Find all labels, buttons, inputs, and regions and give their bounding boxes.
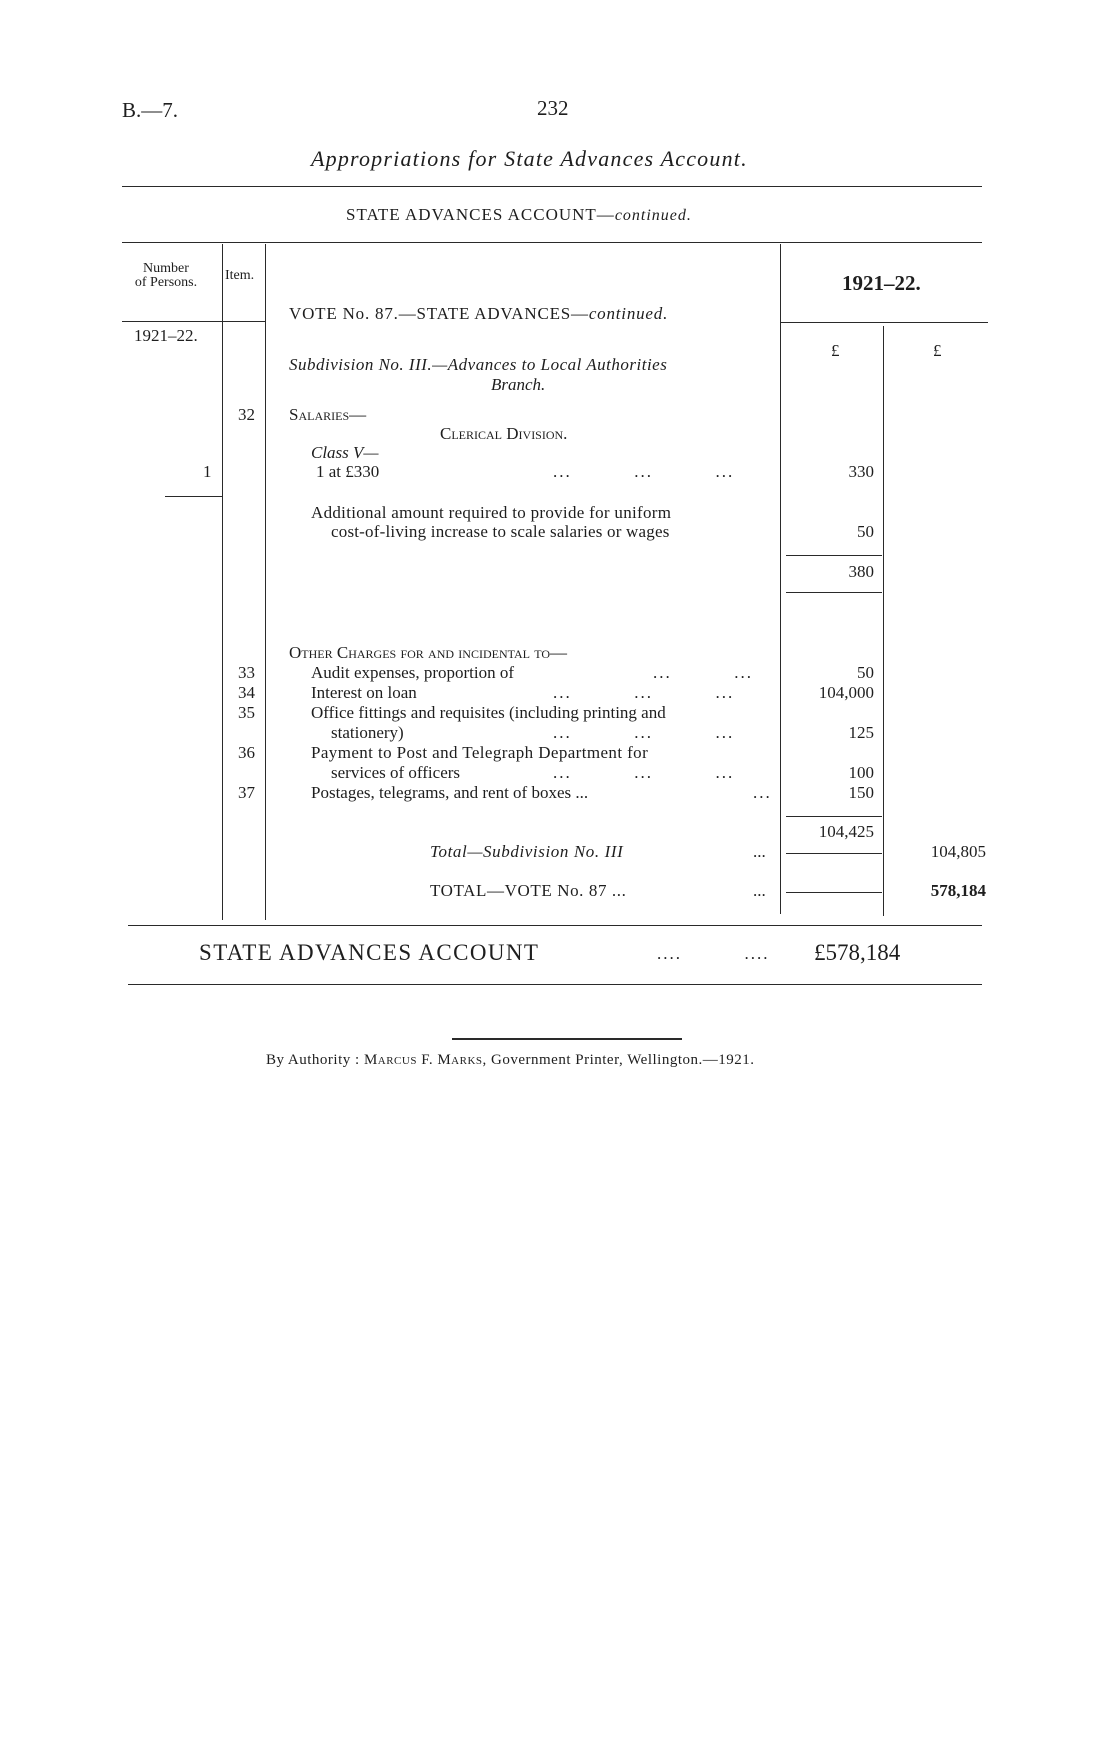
table-top-rule	[122, 242, 982, 243]
subdivision-title-line1: Subdivision No. III.—Advances to Local Authorities	[289, 355, 668, 374]
total-vote-label: TOTAL—VOTE No. 87 ...	[430, 881, 627, 900]
subdivision-title-line2: Branch.	[491, 375, 546, 394]
other-charges-subtotal-rule	[786, 816, 882, 817]
header-rule-year	[780, 322, 988, 323]
charge-post-telegraph-leader: ... ... ...	[553, 763, 735, 782]
title-rule	[122, 186, 982, 187]
col-divider-description	[780, 244, 781, 914]
charge-postages-amount: 150	[848, 783, 874, 802]
header-persons-l2: of Persons.	[134, 275, 198, 290]
item-number-36: 36	[238, 743, 255, 762]
charge-postages: Postages, telegrams, and rent of boxes ...	[311, 783, 589, 802]
header-persons-l1: Number	[143, 261, 189, 276]
item-number-34: 34	[238, 683, 255, 702]
header-item: Item.	[225, 268, 255, 283]
item-number-37: 37	[238, 783, 255, 802]
persons-count: 1	[203, 462, 212, 481]
clerical-division-heading: Clerical Division.	[440, 424, 568, 443]
other-charges-heading: Other Charges for and incidental to—	[289, 643, 568, 662]
item-number-35: 35	[238, 703, 255, 722]
class-v-label: Class V—	[311, 443, 379, 462]
total-subdivision-rule-left	[786, 853, 882, 854]
total-subdivision-leader: ...	[753, 842, 766, 861]
charge-office-fittings: Office fittings and requisites (including printing and	[311, 703, 666, 722]
charge-audit-amount: 50	[857, 663, 874, 682]
charge-audit-expenses: Audit expenses, proportion of	[311, 663, 515, 682]
salary-line-text: 1 at £330	[316, 462, 380, 481]
salaries-subtotal: 380	[848, 562, 874, 581]
printer-credit-suffix: Government Printer, Wellington.—1921.	[491, 1052, 755, 1068]
section-heading-continued: continued.	[614, 207, 692, 224]
printer-credit-prefix: By Authority :	[266, 1052, 360, 1068]
charge-office-fittings-leader: ... ... ...	[553, 723, 735, 742]
currency-symbol-2: £	[933, 341, 942, 360]
charge-office-fittings-amount: 125	[848, 723, 874, 742]
salary-line-amount: 330	[848, 462, 874, 481]
account-total-label: STATE ADVANCES ACCOUNT	[199, 940, 540, 965]
total-subdivision-label: Total—Subdivision No. III	[430, 842, 624, 861]
currency-symbol-1: £	[831, 341, 840, 360]
header-year: 1921–22.	[842, 271, 921, 295]
col-divider-amounts	[883, 326, 884, 916]
col-divider-item	[265, 244, 266, 920]
vote-title-continued: continued.	[588, 304, 669, 323]
total-subdivision-amount: 104,805	[930, 842, 986, 861]
charge-interest-amount: 104,000	[818, 683, 874, 702]
charge-postages-leader: ...	[753, 783, 772, 802]
section-heading	[346, 205, 692, 225]
page-title: Appropriations for State Advances Account.	[311, 146, 748, 171]
header-rule-item	[222, 321, 265, 322]
charge-post-telegraph: Payment to Post and Telegraph Department for	[311, 743, 649, 762]
page-number: 232	[537, 96, 569, 120]
salaries-heading: Salaries—	[289, 405, 367, 424]
additional-amount-text-line2: cost-of-living increase to scale salaries or wages	[331, 522, 670, 541]
header-persons	[126, 262, 206, 290]
salary-line-leader: ... ... ...	[553, 462, 735, 481]
document-code: B.—7.	[122, 98, 179, 122]
account-total-amount: £578,184	[814, 940, 901, 965]
persons-year: 1921–22.	[134, 326, 198, 345]
section-heading-main: STATE ADVANCES ACCOUNT—	[346, 205, 615, 224]
charge-audit-leader: ... ...	[653, 663, 753, 682]
charge-post-telegraph-amount: 100	[848, 763, 874, 782]
charge-office-fittings-line2: stationery)	[331, 723, 404, 742]
printer-name: Marcus F. Marks,	[363, 1052, 487, 1068]
vote-title	[289, 304, 668, 324]
salaries-item-number: 32	[238, 405, 255, 424]
total-vote-amount: 578,184	[930, 881, 986, 900]
col-divider-persons	[222, 244, 223, 920]
persons-subtotal-rule	[165, 496, 222, 497]
vote-title-main: VOTE No. 87.—STATE ADVANCES—	[289, 304, 589, 323]
item-number-33: 33	[238, 663, 255, 682]
charge-post-telegraph-line2: services of officers	[331, 763, 461, 782]
charge-interest-leader: ... ... ...	[553, 683, 735, 702]
total-vote-rule-left	[786, 892, 882, 893]
salaries-subtotal-rule-bottom	[786, 592, 882, 593]
account-total-rule	[128, 984, 982, 985]
additional-amount-value: 50	[857, 522, 874, 541]
charge-interest-on-loan: Interest on loan	[311, 683, 417, 702]
salaries-subtotal-rule-top	[786, 555, 882, 556]
total-vote-leader: ...	[753, 881, 766, 900]
table-bottom-rule	[128, 925, 982, 926]
printer-credit	[266, 1052, 755, 1069]
account-total-leader: .... ....	[657, 944, 770, 963]
additional-amount-text-line1: Additional amount required to provide for uniform	[311, 503, 672, 522]
header-rule-persons	[122, 321, 222, 322]
footer-rule	[452, 1038, 682, 1040]
other-charges-subtotal: 104,425	[818, 822, 874, 841]
